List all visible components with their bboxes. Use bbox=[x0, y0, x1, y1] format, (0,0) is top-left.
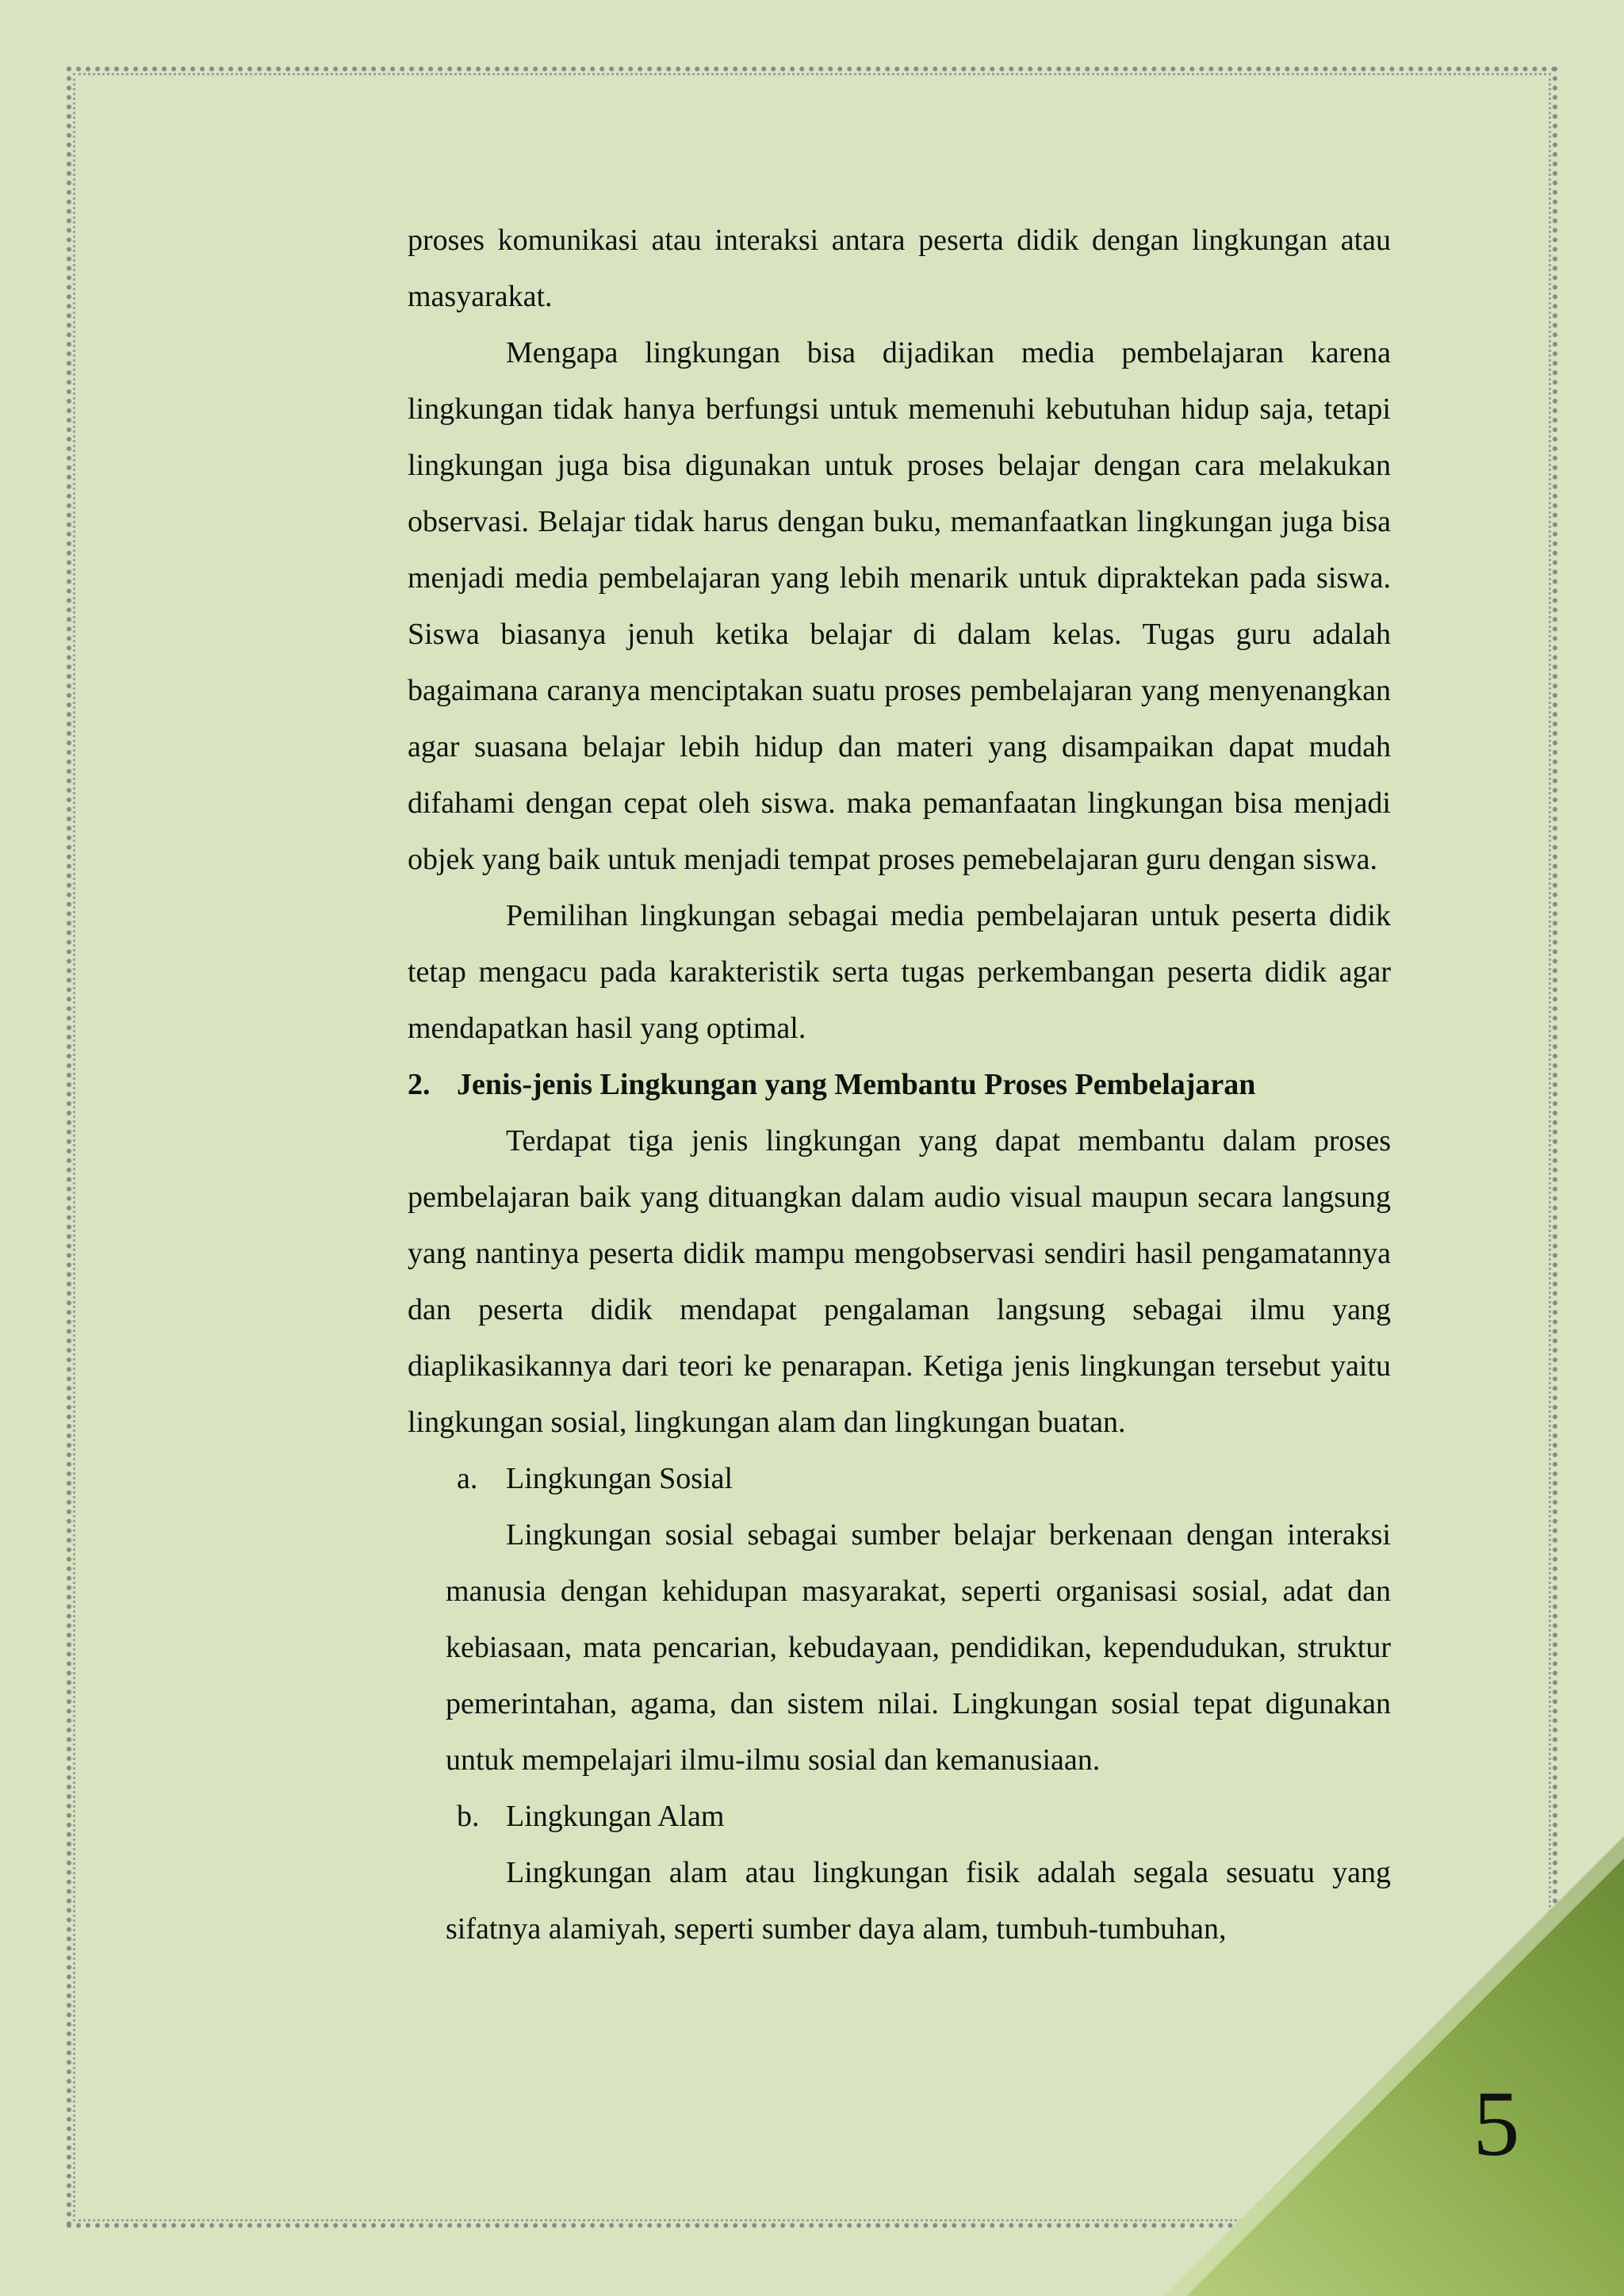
page-number: 5 bbox=[1473, 2072, 1520, 2175]
subsection-title: Lingkungan Alam bbox=[506, 1800, 725, 1833]
section-number: 2. bbox=[408, 1068, 431, 1101]
section-title: Jenis-jenis Lingkungan yang Membantu Proses Pembelajaran bbox=[457, 1068, 1256, 1101]
document-body bbox=[408, 212, 1391, 1957]
subsection-letter: a. bbox=[457, 1462, 478, 1495]
section-heading bbox=[408, 1057, 1391, 1113]
paragraph: proses komunikasi atau interaksi antara peserta didik dengan lingkungan atau masyarakat. bbox=[408, 224, 1391, 313]
subsection-text: Lingkungan alam atau lingkungan fisik adalah segala sesuatu yang sifatnya alamiyah, seperti sumber daya alam, tumbuh-tumbuhan, bbox=[446, 1856, 1391, 1946]
subsection-text: Lingkungan sosial sebagai sumber belajar berkenaan dengan interaksi manusia dengan kehidupan masyarakat, seperti organisasi sosial, adat dan kebiasaan, mata pencarian, kebudayaan, pendidikan, kependudukan, struktur pemerintahan, agama, dan sistem nilai. Lingkungan sosial tepat digunakan untuk mempelajari ilmu-ilmu sosial dan kemanusiaan. bbox=[446, 1518, 1391, 1777]
subsection-title: Lingkungan Sosial bbox=[506, 1462, 733, 1495]
subsection-heading bbox=[457, 1451, 1391, 1507]
subsection-letter: b. bbox=[457, 1800, 480, 1833]
paragraph: Pemilihan lingkungan sebagai media pembelajaran untuk peserta didik tetap mengacu pada karakteristik serta tugas perkembangan peserta didik agar mendapatkan hasil yang optimal. bbox=[408, 899, 1391, 1045]
section-intro: Terdapat tiga jenis lingkungan yang dapat membantu dalam proses pembelajaran baik yang dituangkan dalam audio visual maupun secara langsung yang nantinya peserta didik mampu mengobservasi sendiri hasil pengamatannya dan peserta didik mendapat pengalaman langsung sebagai ilmu yang diaplikasikannya dari teori ke penarapan. Ketiga jenis lingkungan tersebut yaitu lingkungan sosial, lingkungan alam dan lingkungan buatan. bbox=[408, 1124, 1391, 1439]
corner-decoration bbox=[1164, 1836, 1624, 2296]
paragraph: Mengapa lingkungan bisa dijadikan media pembelajaran karena lingkungan tidak hanya berfungsi untuk memenuhi kebutuhan hidup saja, tetapi lingkungan juga bisa digunakan untuk proses belajar dengan cara melakukan observasi. Belajar tidak harus dengan buku, memanfaatkan lingkungan juga bisa menjadi media pembelajaran yang lebih menarik untuk dipraktekan pada siswa. Siswa biasanya jenuh ketika belajar di dalam kelas. Tugas guru adalah bagaimana caranya menciptakan suatu proses pembelajaran yang menyenangkan agar suasana belajar lebih hidup dan materi yang disampaikan dapat mudah difahami dengan cepat oleh siswa. maka pemanfaatan lingkungan bisa menjadi objek yang baik untuk menjadi tempat proses pemebelajaran guru dengan siswa. bbox=[408, 336, 1391, 876]
